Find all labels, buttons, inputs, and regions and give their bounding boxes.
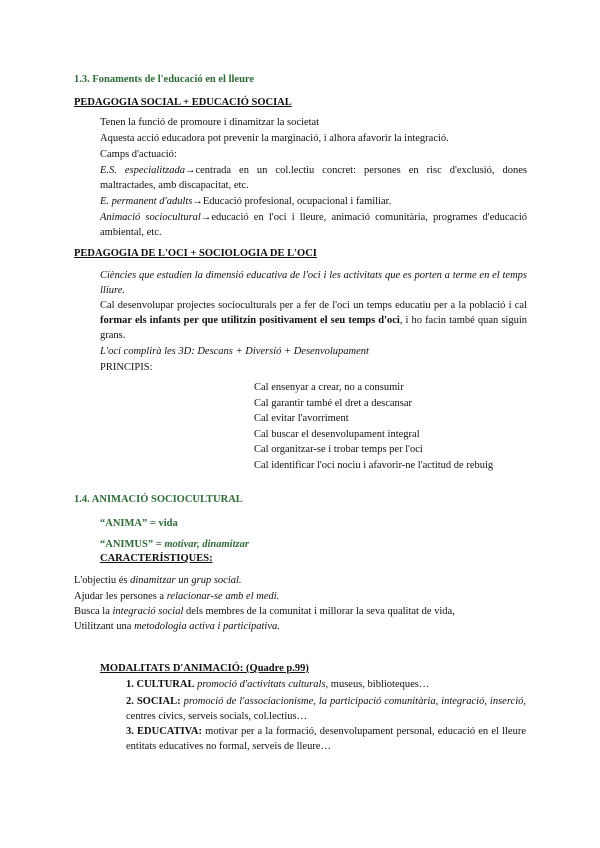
text-line: Tenen la funció de promoure i dinamitzar la societat — [100, 117, 320, 128]
field-animacio-sociocultural — [100, 210, 527, 240]
text-part: Ajudar les persones a — [74, 591, 167, 602]
field-label: Animació sociocultural — [100, 212, 201, 223]
text-ciencies: Ciències que estudien la dimensió educativa de l'oci i les activitats que es porten a terme en el temps lliure. — [100, 270, 527, 296]
caract-line-4 — [74, 619, 280, 634]
field-es-especialitzada — [100, 163, 527, 193]
list-item: Cal buscar el desenvolupament integral — [254, 428, 420, 440]
anima-line — [100, 516, 178, 531]
text-part: L'objectiu és — [74, 575, 131, 586]
text-part: museus, biblioteques… — [328, 679, 430, 690]
list-item: Cal evitar l'avorriment — [254, 413, 349, 425]
subheading-pedagogia-social: PEDAGOGIA SOCIAL + EDUCACIÓ SOCIAL — [74, 97, 292, 108]
term: “ANIMUS” = — [100, 539, 165, 550]
animus-line — [100, 537, 249, 552]
text-italic: dinamitzar un grup social. — [130, 575, 242, 586]
list-item: Cal identificar l'oci nociu i afavorir-ne l'actitud de rebuig — [254, 459, 494, 471]
text-italic: integració social — [112, 606, 184, 617]
text-part: Cal desenvolupar projectes socioculturals per a fer de l'oci un temps educatiu per a la població i cal — [100, 300, 527, 311]
text-italic: relacionar-se amb el medi. — [166, 591, 280, 602]
subheading-modalitats: MODALITATS D'ANIMACIÓ: (Quadre p.99) — [100, 663, 309, 674]
text-projectes — [100, 298, 527, 343]
field-text: →educació en l'oci i lleure, animació comunitària, programes d'educació ambiental, etc. — [100, 212, 527, 238]
text-part: centres cívics, serveis socials, col.lectius… — [126, 711, 308, 722]
text-italic: metodologia activa i participativa. — [134, 621, 280, 632]
caract-line-2 — [74, 589, 279, 604]
text-line: Aquesta acció educadora pot prevenir la marginació, i alhora afavorir la integració. — [100, 133, 449, 144]
modalitat-1 — [126, 677, 429, 692]
section-heading-1-4: 1.4. ANIMACIÓ SOCIOCULTURAL — [74, 494, 243, 505]
field-text: →Educació profesional, ocupacional i familiar. — [192, 196, 392, 207]
modalitat-label: 1. CULTURAL — [126, 679, 195, 690]
field-label: E. permanent d'adults — [100, 196, 193, 207]
term: “ANIMA” = — [100, 518, 159, 529]
modalitat-2 — [126, 694, 526, 724]
subheading-pedagogia-oci: PEDAGOGIA DE L'OCI + SOCIOLOGIA DE L'OCI — [74, 248, 317, 259]
text-3d: L'oci complirà les 3D: Descans + Diversió + Desenvolupament — [100, 346, 369, 357]
text-italic: promoció de l'associacionisme, la participació comunitària, integració, inserció, — [180, 696, 526, 707]
modalitat-label: 3. EDUCATIVA: — [126, 726, 202, 737]
list-item: Cal ensenyar a crear, no a consumir — [254, 382, 404, 393]
text-part: , i ho facin també quan siguin grans. — [100, 315, 527, 341]
section-heading-1-3: 1.3. Fonaments de l'educació en el lleure — [74, 74, 255, 85]
modalitat-label: 2. SOCIAL: — [126, 696, 181, 707]
field-label: E.S. especialitzada — [100, 165, 185, 176]
definition: vida — [158, 518, 178, 529]
principis-label: PRINCIPIS: — [100, 362, 153, 373]
text-part: dels membres de la comunitat i millorar la seva qualitat de vida, — [183, 606, 455, 617]
list-item: Cal organitzar-se i trobar temps per l'oci — [254, 444, 423, 456]
definition: motivar, dinamitzar — [164, 539, 249, 550]
field-text: →centrada en un col.lectiu concret: persones en risc d'exclusió, dones maltractades, amb discapacitat, etc. — [100, 165, 527, 191]
caract-line-3 — [74, 604, 455, 619]
caract-line-1 — [74, 573, 242, 588]
text-part: Utilitzant una — [74, 621, 135, 632]
subheading-caracteristiques: CARACTERÍSTIQUES: — [100, 553, 213, 564]
field-ep-adults — [100, 194, 391, 209]
text-bold: formar els infants per que utilitzin positivament el seu temps d'oci — [100, 315, 400, 326]
list-item: Cal garantir també el dret a descansar — [254, 397, 413, 409]
text-italic: promoció d'activitats culturals, — [194, 679, 329, 690]
text-part: Busca la — [74, 606, 113, 617]
principis-list — [254, 380, 493, 474]
text-part: motivar per a la formació, desenvolupament personal, educació en el lleure entitats educatives no formal, serveis de lleure… — [126, 726, 526, 752]
text-line: Camps d'actuació: — [100, 149, 177, 160]
modalitat-3 — [126, 724, 526, 754]
